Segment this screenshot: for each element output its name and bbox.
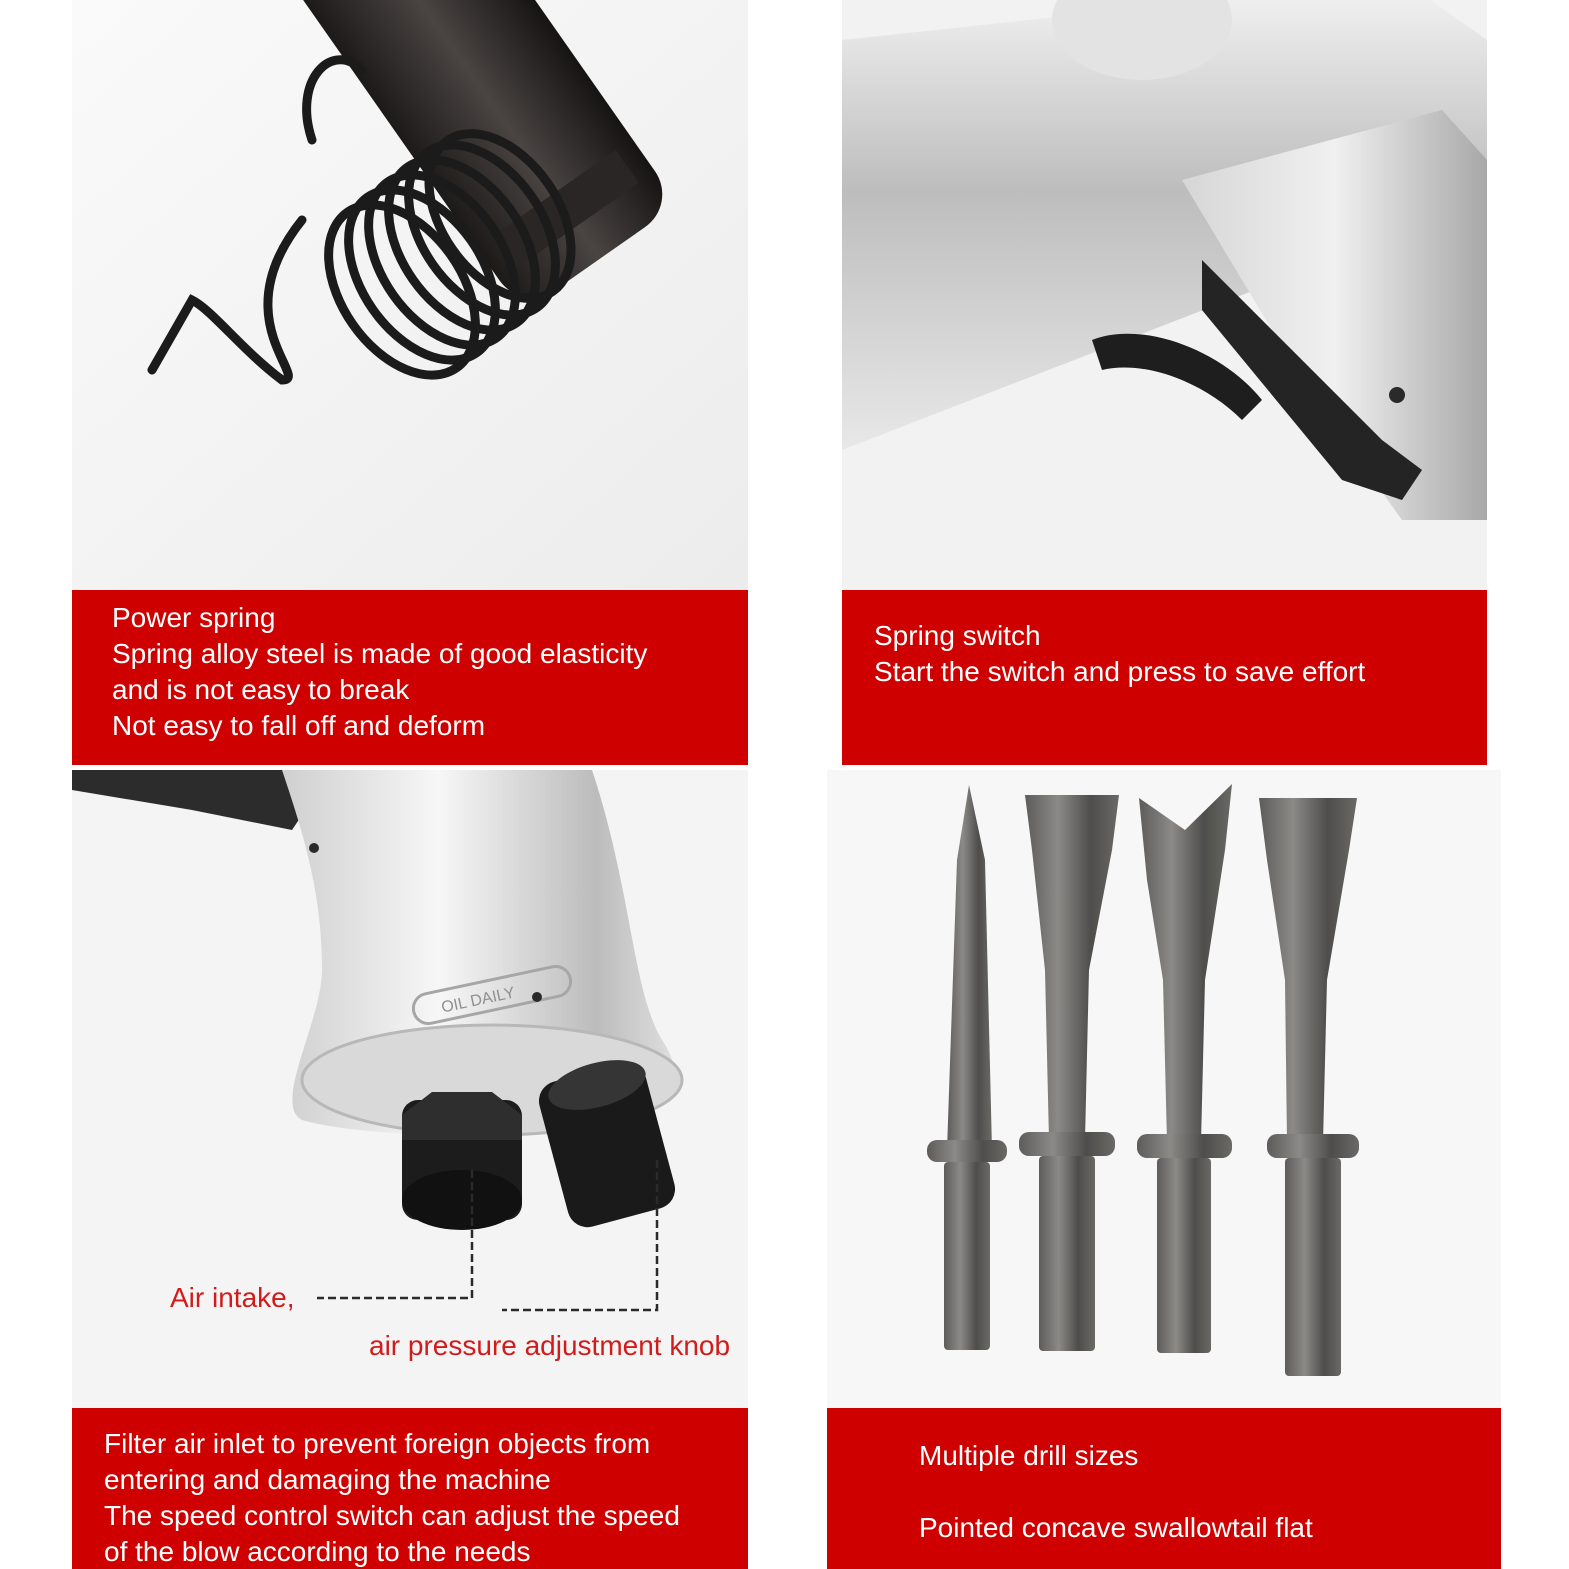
power-spring-caption: [72, 590, 748, 765]
spring-switch-photo: [842, 0, 1487, 590]
caption-line: Pointed concave swallowtail flat: [919, 1512, 1313, 1543]
air-intake-caption: [72, 1408, 748, 1569]
drill-sizes-caption: [827, 1408, 1501, 1569]
panel-spring-switch: [842, 0, 1487, 765]
caption-line: Spring alloy steel is made of good elasticity: [112, 638, 648, 669]
caption-line: Not easy to fall off and deform: [112, 710, 486, 741]
drill-bits-photo: [827, 770, 1501, 1408]
caption-line: Filter air inlet to prevent foreign objects from: [104, 1428, 651, 1459]
caption-line: The speed control switch can adjust the speed: [104, 1500, 680, 1531]
air-pressure-knob-label: air pressure adjustment knob: [369, 1330, 731, 1361]
air-intake-label: Air intake,: [170, 1282, 295, 1313]
oil-daily-engraving: OIL DAILY: [439, 984, 517, 1017]
panel-drill-sizes: [827, 770, 1501, 1569]
caption-line: entering and damaging the machine: [104, 1464, 551, 1495]
caption-title: Power spring: [112, 602, 276, 633]
power-spring-photo: [72, 0, 748, 590]
caption-title: Spring switch: [874, 620, 1041, 651]
caption-line: Start the switch and press to save effort: [874, 656, 1366, 687]
caption-title: Multiple drill sizes: [919, 1440, 1139, 1471]
caption-line: and is not easy to break: [112, 674, 410, 705]
panel-air-intake: [72, 770, 748, 1569]
panel-power-spring: [72, 0, 748, 765]
spring-switch-caption: [842, 590, 1487, 765]
caption-line: of the blow according to the needs: [104, 1536, 531, 1567]
